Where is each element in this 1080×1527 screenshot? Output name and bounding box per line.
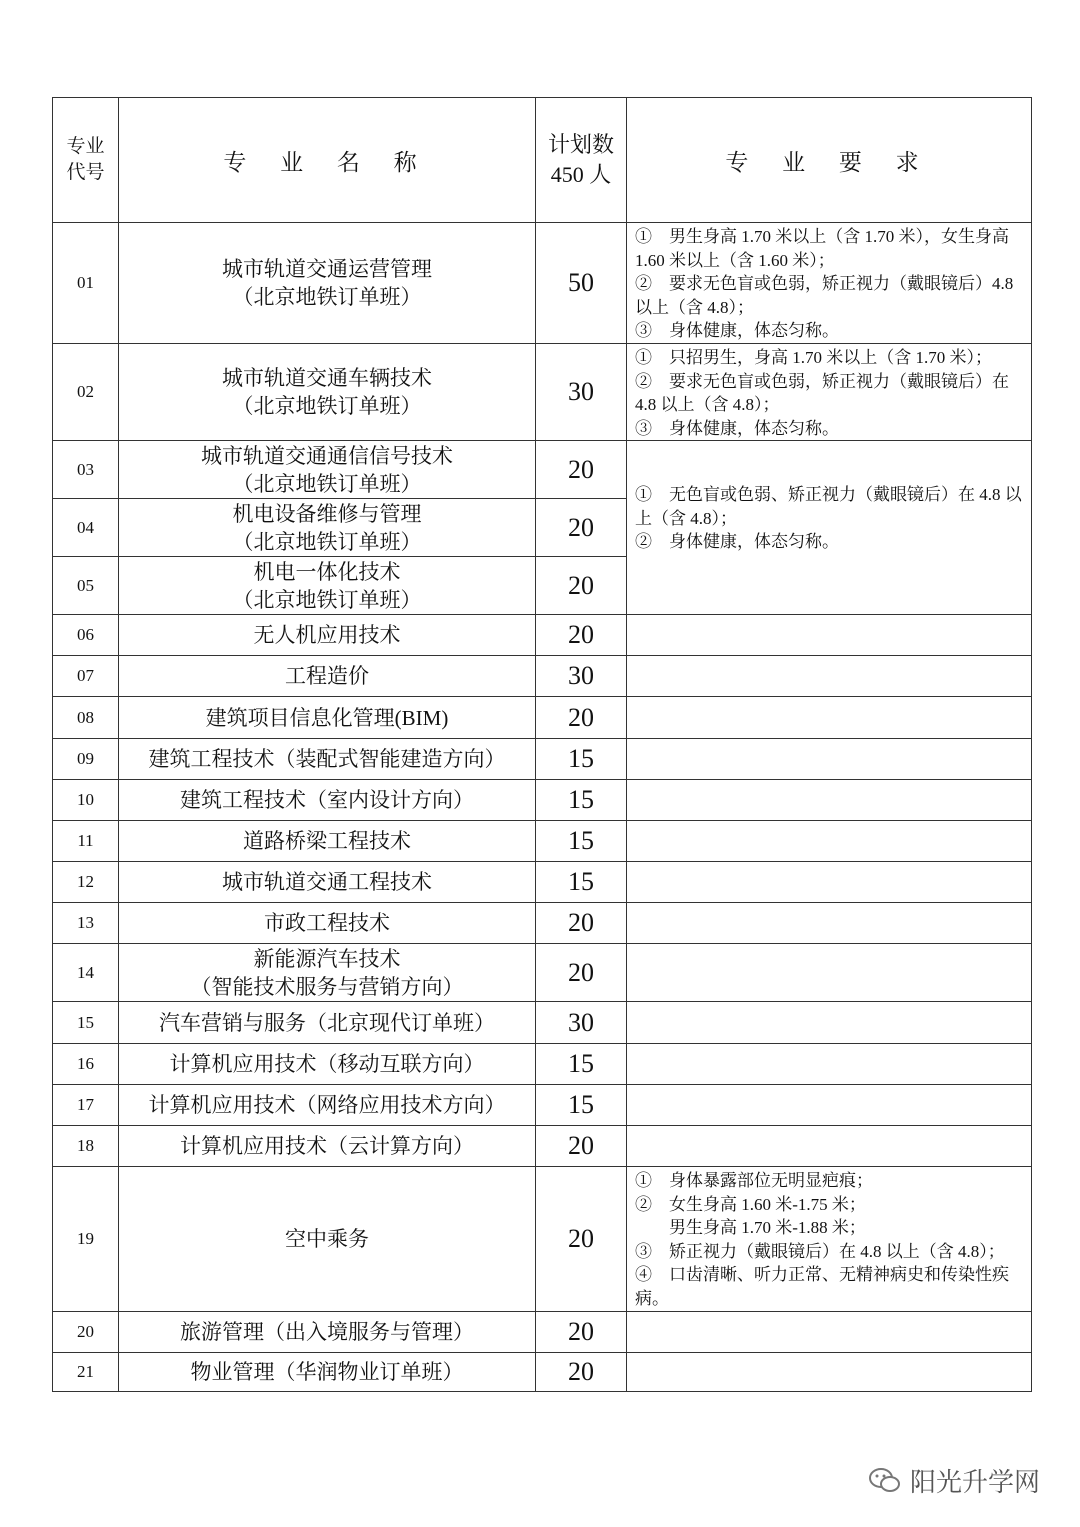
major-code: 14 [53, 944, 119, 1002]
major-name: 建筑工程技术（装配式智能建造方向） [119, 739, 536, 780]
table-row [53, 903, 1032, 944]
requirement-item: ① 身体暴露部位无明显疤痕； [635, 1171, 873, 1190]
table-row [53, 1167, 1032, 1312]
table-row [53, 944, 1032, 1002]
major-requirements [627, 1002, 1032, 1044]
major-name: 城市轨道交通通信信号技术 （北京地铁订单班） [119, 441, 536, 499]
plan-count: 30 [536, 344, 627, 441]
plan-count: 20 [536, 697, 627, 739]
major-requirements [627, 1126, 1032, 1167]
major-code: 01 [53, 223, 119, 344]
major-requirements [627, 944, 1032, 1002]
table-row [53, 821, 1032, 862]
major-name: 计算机应用技术（云计算方向） [119, 1126, 536, 1167]
table-row [53, 656, 1032, 697]
major-name: 城市轨道交通车辆技术 （北京地铁订单班） [119, 344, 536, 441]
table-row [53, 780, 1032, 821]
major-name: 计算机应用技术（网络应用技术方向） [119, 1085, 536, 1126]
requirement-item: ① 只招男生，身高 1.70 米以上（含 1.70 米）； [635, 348, 992, 367]
major-code: 09 [53, 739, 119, 780]
table-row [53, 739, 1032, 780]
table-row [53, 441, 1032, 499]
major-name: 工程造价 [119, 656, 536, 697]
plan-count: 15 [536, 1085, 627, 1126]
plan-count: 15 [536, 862, 627, 903]
table-row [53, 1085, 1032, 1126]
plan-count: 30 [536, 1002, 627, 1044]
plan-count: 20 [536, 1353, 627, 1392]
major-code: 05 [53, 557, 119, 615]
line: 代号 [66, 162, 105, 183]
major-code: 13 [53, 903, 119, 944]
major-code: 20 [53, 1312, 119, 1353]
major-requirements [627, 615, 1032, 656]
plan-count: 15 [536, 739, 627, 780]
major-name: 市政工程技术 [119, 903, 536, 944]
plan-count: 15 [536, 1044, 627, 1085]
line: 450 人 [550, 162, 612, 187]
major-name: 无人机应用技术 [119, 615, 536, 656]
major-code: 21 [53, 1353, 119, 1392]
major-code: 08 [53, 697, 119, 739]
table-row [53, 862, 1032, 903]
major-requirements [627, 739, 1032, 780]
watermark-text: 阳光升学网 [910, 1468, 1041, 1497]
major-requirements [627, 1353, 1032, 1392]
line: 专业 [66, 136, 105, 157]
requirement-item: ③ 身体健康，体态匀称。 [635, 418, 839, 438]
major-name: 城市轨道交通工程技术 [119, 862, 536, 903]
plan-count: 20 [536, 615, 627, 656]
table-row [53, 1126, 1032, 1167]
enrollment-plan-table [52, 97, 1032, 1392]
major-name: 空中乘务 [119, 1167, 536, 1312]
requirement-item: ② 身体健康，体态匀称。 [635, 532, 839, 552]
plan-count: 20 [536, 499, 627, 557]
major-code: 11 [53, 821, 119, 862]
major-name: 道路桥梁工程技术 [119, 821, 536, 862]
major-code: 07 [53, 656, 119, 697]
requirement-item: 男生身高 1.70 米-1.88 米； [635, 1218, 866, 1237]
header-row [53, 98, 1032, 223]
major-code: 10 [53, 780, 119, 821]
plan-count: 20 [536, 903, 627, 944]
table-row [53, 697, 1032, 739]
plan-count: 15 [536, 821, 627, 862]
plan-count: 20 [536, 1126, 627, 1167]
major-name: 物业管理（华润物业订单班） [119, 1353, 536, 1392]
watermark [868, 1462, 1040, 1499]
table-row [53, 1353, 1032, 1392]
table-row [53, 223, 1032, 344]
major-requirements [627, 697, 1032, 739]
requirement-item: ④ 口齿清晰、听力正常、无精神病史和传染性疾病。 [635, 1265, 1009, 1308]
major-name: 汽车营销与服务（北京现代订单班） [119, 1002, 536, 1044]
major-requirements [627, 441, 1032, 615]
header-requirements: 专 业 要 求 [627, 98, 1032, 223]
major-name: 建筑工程技术（室内设计方向） [119, 780, 536, 821]
major-requirements [627, 1044, 1032, 1085]
major-requirements [627, 1167, 1032, 1312]
major-code: 06 [53, 615, 119, 656]
major-name: 机电设备维修与管理 （北京地铁订单班） [119, 499, 536, 557]
major-requirements [627, 903, 1032, 944]
requirement-item: ① 无色盲或色弱、矫正视力（戴眼镜后）在 4.8 以上（含 4.8）； [635, 485, 1022, 528]
plan-count: 30 [536, 656, 627, 697]
table-row [53, 1312, 1032, 1353]
table-row [53, 1002, 1032, 1044]
major-name: 旅游管理（出入境服务与管理） [119, 1312, 536, 1353]
plan-count: 20 [536, 944, 627, 1002]
major-requirements [627, 780, 1032, 821]
major-code: 16 [53, 1044, 119, 1085]
wechat-icon [868, 1466, 902, 1496]
plan-count: 15 [536, 780, 627, 821]
major-name: 城市轨道交通运营管理 （北京地铁订单班） [119, 223, 536, 344]
major-name: 建筑项目信息化管理(BIM) [119, 697, 536, 739]
major-code: 04 [53, 499, 119, 557]
table-row [53, 615, 1032, 656]
requirement-item: ① 男生身高 1.70 米以上（含 1.70 米），女生身高 1.60 米以上（含 1.60 米）； [635, 227, 1009, 270]
major-requirements [627, 1312, 1032, 1353]
major-code: 17 [53, 1085, 119, 1126]
plan-count: 20 [536, 1167, 627, 1312]
major-code: 02 [53, 344, 119, 441]
plan-count: 20 [536, 557, 627, 615]
major-code: 19 [53, 1167, 119, 1312]
requirement-item: ② 要求无色盲或色弱，矫正视力（戴眼镜后）4.8 以上（含 4.8）； [635, 274, 1014, 317]
plan-count: 50 [536, 223, 627, 344]
requirement-item: ③ 矫正视力（戴眼镜后）在 4.8 以上（含 4.8）； [635, 1241, 1005, 1261]
major-requirements [627, 1085, 1032, 1126]
header-code [53, 98, 119, 223]
table-row [53, 1044, 1032, 1085]
header-name: 专 业 名 称 [119, 98, 536, 223]
major-name: 新能源汽车技术 （智能技术服务与营销方向） [119, 944, 536, 1002]
major-name: 机电一体化技术 （北京地铁订单班） [119, 557, 536, 615]
plan-count: 20 [536, 441, 627, 499]
header-plan [536, 98, 627, 223]
major-code: 03 [53, 441, 119, 499]
major-requirements [627, 223, 1032, 344]
major-requirements [627, 344, 1032, 441]
major-requirements [627, 862, 1032, 903]
major-requirements [627, 821, 1032, 862]
line: 计划数 [547, 132, 614, 157]
major-code: 12 [53, 862, 119, 903]
major-name: 计算机应用技术（移动互联方向） [119, 1044, 536, 1085]
major-requirements [627, 656, 1032, 697]
table-row [53, 344, 1032, 441]
plan-count: 20 [536, 1312, 627, 1353]
requirement-item: ③ 身体健康，体态匀称。 [635, 321, 839, 340]
major-code: 18 [53, 1126, 119, 1167]
requirement-item: ② 女生身高 1.60 米-1.75 米； [635, 1194, 866, 1214]
requirement-item: ② 要求无色盲或色弱，矫正视力（戴眼镜后）在 4.8 以上（含 4.8）； [635, 371, 1009, 414]
major-code: 15 [53, 1002, 119, 1044]
